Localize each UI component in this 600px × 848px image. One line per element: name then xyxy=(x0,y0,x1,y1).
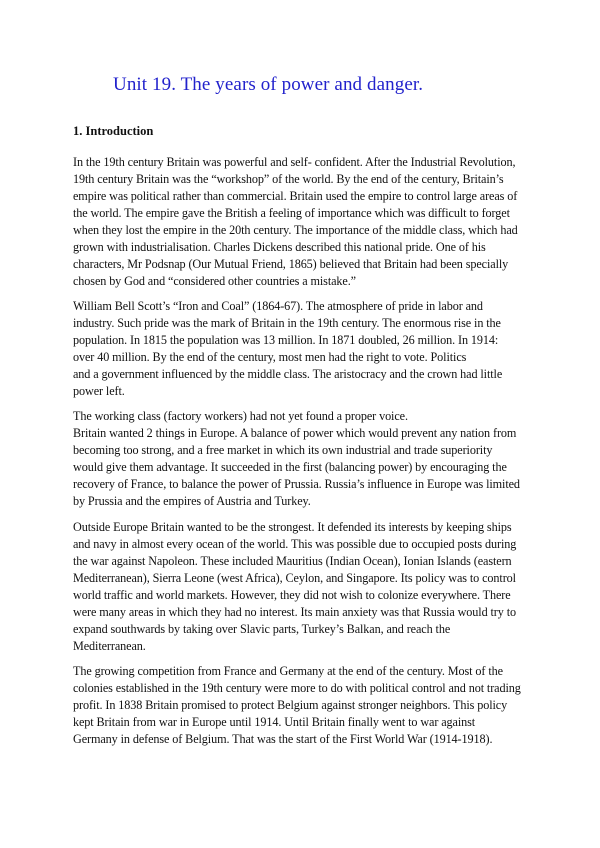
text-line: when they lost the empire in the 20th century. The importance of the middle class, which had xyxy=(73,223,518,237)
paragraph-2 xyxy=(73,298,573,400)
paragraph-4 xyxy=(73,519,573,655)
text-line: grown with industrialisation. Charles Dickens described this national pride. One of his xyxy=(73,240,486,254)
text-line: by Prussia and the empires of Austria and Turkey. xyxy=(73,494,311,508)
text-line: colonies established in the 19th century were more to do with political control and not trading xyxy=(73,681,521,695)
text-line: the world. The empire gave the British a feeling of importance which was difficult to forget xyxy=(73,206,510,220)
text-line: William Bell Scott’s “Iron and Coal” (1864-67). The atmosphere of pride in labor and xyxy=(73,299,483,313)
text-line: The growing competition from France and Germany at the end of the century. Most of the xyxy=(73,664,503,678)
text-line: and a government influenced by the middle class. The aristocracy and the crown had little xyxy=(73,367,503,381)
text-line: In the 19th century Britain was powerful and self- confident. After the Industrial Revolution, xyxy=(73,155,516,169)
text-line: The working class (factory workers) had not yet found a proper voice. xyxy=(73,409,408,423)
text-line: 19th century Britain was the “workshop” of the world. By the end of the century, Britain’s xyxy=(73,172,504,186)
paragraph-5 xyxy=(73,663,573,748)
text-line: kept Britain from war in Europe until 1914. Until Britain finally went to war against xyxy=(73,715,476,729)
text-line: and navy in almost every ocean of the world. This was possible due to occupied posts during xyxy=(73,537,517,551)
text-line: Germany in defense of Belgium. That was the start of the First World War (1914-1918). xyxy=(73,732,493,746)
section-heading: 1. Introduction xyxy=(73,124,154,138)
text-line: recovery of France, to balance the power of Prussia. Russia’s influence in Europe was limited xyxy=(73,477,520,491)
text-line: Mediterranean), Sierra Leone (west Africa), Ceylon, and Singapore. Its policy was to control xyxy=(73,571,516,585)
text-line: expand southwards by taking over Slavic parts, Turkey’s Balkan, and reach the xyxy=(73,622,451,636)
text-line: characters, Mr Podsnap (Our Mutual Friend, 1865) believed that Britain had been specially xyxy=(73,257,509,271)
text-line: world traffic and world markets. However, they did not wish to colonize everywhere. There xyxy=(73,588,511,602)
text-line: the war against Napoleon. These included Mauritius (Indian Ocean), Ionian Islands (eastern xyxy=(73,554,512,568)
text-line: Outside Europe Britain wanted to be the strongest. It defended its interests by keeping ships xyxy=(73,520,512,534)
text-line: industry. Such pride was the mark of Britain in the 19th century. The enormous rise in the xyxy=(73,316,501,330)
text-line: profit. In 1838 Britain promised to protect Belgium against stronger neighbors. This policy xyxy=(73,698,508,712)
paragraph-3 xyxy=(73,408,573,510)
text-line: population. In 1815 the population was 13 million. In 1871 doubled, 26 million. In 1914: xyxy=(73,333,499,347)
text-line: were many areas in which they had no interest. Its main anxiety was that Russia would try to xyxy=(73,605,516,619)
page-title: Unit 19. The years of power and danger. xyxy=(113,74,424,95)
text-line: chosen by God and “considered other countries a mistake.” xyxy=(73,274,356,288)
text-line: would give them advantage. It succeeded in the first (balancing power) by encouraging the xyxy=(73,460,507,474)
text-line: becoming too strong, and a free market in which its own industrial and trade superiority xyxy=(73,443,493,457)
paragraph-1 xyxy=(73,154,573,290)
text-line: Britain wanted 2 things in Europe. A balance of power which would prevent any nation from xyxy=(73,426,517,440)
text-line: power left. xyxy=(73,384,125,398)
text-line: Mediterranean. xyxy=(73,639,146,653)
text-line: empire was political rather than commercial. Britain used the empire to control large areas of xyxy=(73,189,518,203)
text-line: over 40 million. By the end of the century, most men had the right to vote. Politics xyxy=(73,350,467,364)
